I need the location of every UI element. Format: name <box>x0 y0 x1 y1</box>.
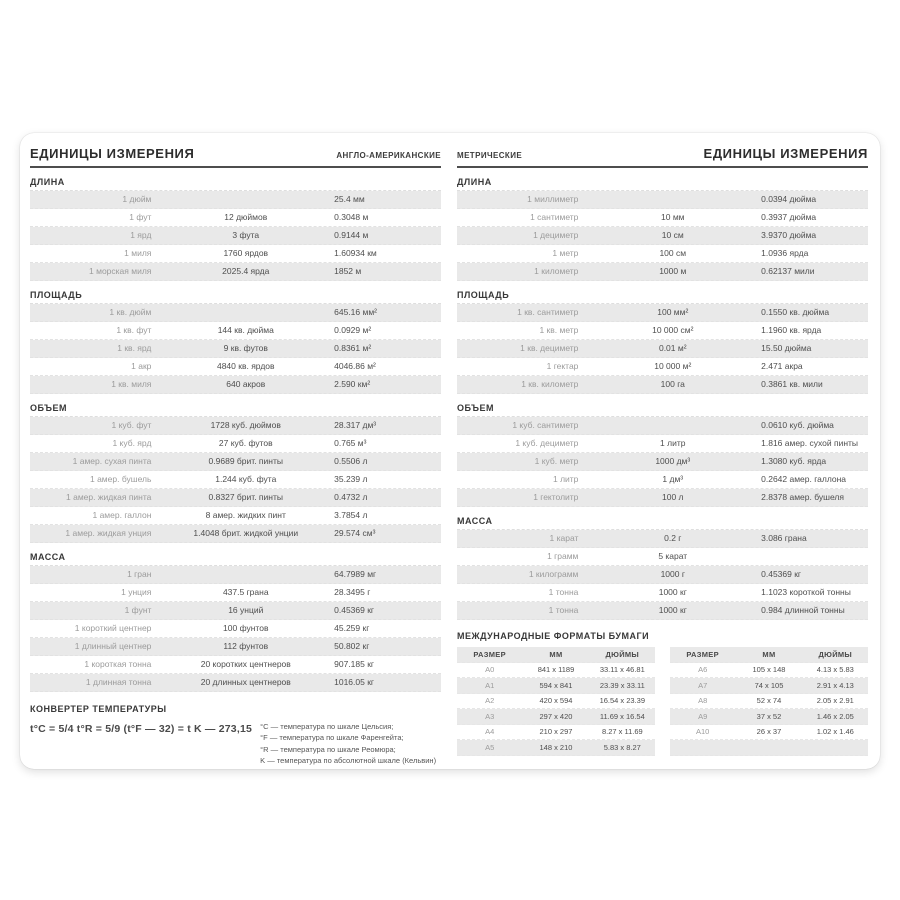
equivalent-cell: 20 длинных центнеров <box>200 678 291 687</box>
conversion-row <box>30 656 441 674</box>
converted-value-cell: 4046.86 м² <box>334 362 376 371</box>
converted-value-cell: 1.1960 кв. ярда <box>761 326 822 335</box>
right-sections-container <box>457 177 868 620</box>
equivalent-cell: 1000 м <box>659 267 687 276</box>
conversion-row <box>30 674 441 692</box>
equivalent-cell: 112 фунтов <box>223 642 269 651</box>
paper-format-row <box>457 725 655 741</box>
page-title: ЕДИНИЦЫ ИЗМЕРЕНИЯ <box>30 146 195 161</box>
conversion-table-length <box>30 190 441 281</box>
unit-cell: 1 гран <box>127 570 152 579</box>
converted-value-cell: 0.984 длинной тонны <box>761 606 845 615</box>
equivalent-cell: 100 см <box>659 249 687 258</box>
unit-cell: 1 ярд <box>130 231 152 240</box>
paper-header-cell: РАЗМЕР <box>473 649 506 659</box>
conversion-row <box>457 358 868 376</box>
conversion-row <box>457 263 868 281</box>
converted-value-cell: 29.574 см³ <box>334 529 376 538</box>
unit-cell: 1 морская миля <box>89 267 152 276</box>
units-system-label-metric: МЕТРИЧЕСКИЕ <box>457 151 523 160</box>
equivalent-cell: 1000 дм³ <box>655 457 691 466</box>
conversion-row <box>457 602 868 620</box>
section-length <box>457 177 868 281</box>
converted-value-cell: 0.3937 дюйма <box>761 213 817 222</box>
equivalent-cell: 0.9689 брит. пинты <box>208 457 283 466</box>
converted-value-cell: 0.1550 кв. дюйма <box>761 308 830 317</box>
equivalent-cell: 1 дм³ <box>662 475 684 484</box>
converted-value-cell: 0.9144 м <box>334 231 369 240</box>
converted-value-cell: 1.1023 короткой тонны <box>761 588 851 597</box>
conversion-table-area <box>30 303 441 394</box>
converted-value-cell: 1.816 амер. сухой пинты <box>761 439 859 448</box>
converted-value-cell: 35.239 л <box>334 475 368 484</box>
unit-cell: 1 куб. метр <box>534 457 579 466</box>
converted-value-cell: 0.3048 м <box>334 213 369 222</box>
paper-inches-cell: 11.69 x 16.54 <box>599 711 645 721</box>
paper-inches-cell: 1.02 x 1.46 <box>816 727 854 736</box>
paper-format-row <box>457 694 655 710</box>
paper-size-cell: A0 <box>485 665 495 674</box>
equivalent-cell: 2025.4 ярда <box>222 267 270 276</box>
unit-cell: 1 кв. дециметр <box>520 344 579 353</box>
conversion-row <box>30 417 441 435</box>
paper-header-cell: ДЮЙМЫ <box>605 649 640 659</box>
conversion-row <box>457 566 868 584</box>
equivalent-cell: 10 мм <box>661 213 685 222</box>
section-label-length: ДЛИНА <box>30 177 65 187</box>
equivalent-cell: 12 дюймов <box>224 213 268 222</box>
conversion-row <box>30 489 441 507</box>
equivalent-cell: 27 куб. футов <box>218 439 273 448</box>
section-label-area: ПЛОЩАДЬ <box>30 290 83 300</box>
paper-formats-tables <box>457 647 868 756</box>
paper-format-row <box>457 740 655 756</box>
converted-value-cell: 907.185 кг <box>334 660 375 669</box>
paper-size-cell: A2 <box>485 696 495 705</box>
unit-cell: 1 литр <box>552 475 579 484</box>
conversion-row <box>30 209 441 227</box>
section-length <box>30 177 441 281</box>
unit-cell: 1 дециметр <box>533 231 579 240</box>
conversion-row <box>30 620 441 638</box>
units-reference-page <box>20 133 880 769</box>
conversion-row <box>30 566 441 584</box>
conversion-table-volume <box>457 416 868 507</box>
paper-size-cell: A9 <box>698 711 708 721</box>
equivalent-cell: 8 амер. жидких пинт <box>205 511 286 520</box>
paper-mm-cell: 420 x 594 <box>539 696 573 705</box>
paper-format-row <box>457 678 655 694</box>
paper-inches-cell: 2.05 x 2.91 <box>816 696 854 705</box>
conversion-row <box>30 453 441 471</box>
unit-cell: 1 тонна <box>548 606 579 615</box>
conversion-row <box>30 245 441 263</box>
paper-format-row <box>457 663 655 679</box>
section-volume <box>457 403 868 507</box>
section-label-mass: МАССА <box>30 552 66 562</box>
equivalent-cell: 144 кв. дюйма <box>217 326 274 335</box>
conversion-row <box>457 584 868 602</box>
converted-value-cell: 15.50 дюйма <box>761 344 812 353</box>
section-label-volume: ОБЪЕМ <box>30 403 67 413</box>
equivalent-cell: 1.4048 брит. жидкой унции <box>193 529 299 538</box>
converted-value-cell: 28.317 дм³ <box>334 421 377 430</box>
conversion-row <box>30 525 441 543</box>
equivalent-cell: 4840 кв. ярдов <box>216 362 275 371</box>
section-area <box>457 290 868 394</box>
equivalent-cell: 10 000 см² <box>652 326 694 335</box>
converted-value-cell: 0.0929 м² <box>334 326 372 335</box>
paper-format-row <box>670 694 868 710</box>
unit-cell: 1 карат <box>549 534 579 543</box>
converted-value-cell: 2.471 акра <box>761 362 803 371</box>
temperature-scale-note: °F — температура по шкале Фаренгейта; <box>260 733 404 743</box>
paper-format-row <box>670 740 868 756</box>
unit-cell: 1 амер. жидкая унция <box>65 529 152 538</box>
paper-mm-cell: 26 x 37 <box>756 727 782 736</box>
paper-format-row <box>670 663 868 679</box>
paper-table-header-row <box>670 647 868 663</box>
paper-format-row <box>670 725 868 741</box>
temperature-converter-title: КОНВЕРТЕР ТЕМПЕРАТУРЫ <box>30 704 167 714</box>
unit-cell: 1 амер. галлон <box>92 511 152 520</box>
equivalent-cell: 1000 кг <box>658 588 687 597</box>
unit-cell: 1 короткая тонна <box>84 660 152 669</box>
conversion-row <box>457 191 868 209</box>
conversion-row <box>30 584 441 602</box>
paper-size-cell: A5 <box>485 742 495 752</box>
unit-cell: 1 акр <box>131 362 152 371</box>
right-column-header <box>457 146 868 168</box>
conversion-table-area <box>457 303 868 394</box>
paper-inches-cell: 23.39 x 33.11 <box>599 680 645 690</box>
converted-value-cell: 3.7854 л <box>334 511 368 520</box>
paper-header-cell: ММ <box>762 649 776 659</box>
converted-value-cell: 25.4 мм <box>334 195 365 204</box>
paper-inches-cell: 5.83 x 8.27 <box>603 742 641 752</box>
conversion-row <box>30 227 441 245</box>
conversion-row <box>30 191 441 209</box>
unit-cell: 1 кв. ярд <box>117 344 152 353</box>
converted-value-cell: 1852 м <box>334 267 362 276</box>
equivalent-cell: 1000 кг <box>658 606 687 615</box>
unit-cell: 1 кв. километр <box>521 380 579 389</box>
metric-units-panel <box>457 146 868 763</box>
section-mass <box>30 552 441 692</box>
temperature-scale-note: °R — температура по шкале Реомюра; <box>260 744 396 754</box>
conversion-row <box>457 227 868 245</box>
paper-header-cell: ДЮЙМЫ <box>818 649 853 659</box>
equivalent-cell: 1000 г <box>660 570 685 579</box>
unit-cell: 1 килограмм <box>528 570 579 579</box>
temperature-scale-note: °C — температура по шкале Цельсия; <box>260 722 394 731</box>
converted-value-cell: 3.086 грана <box>761 534 807 543</box>
temperature-converter-body <box>30 721 441 766</box>
temperature-converter <box>30 704 441 766</box>
temperature-formula: t°C = 5/4 t°R = 5/9 (t°F — 32) = t K — 273,15 <box>30 723 253 735</box>
anglo-american-units-panel <box>30 146 441 763</box>
unit-cell: 1 куб. сантиметр <box>512 421 579 430</box>
unit-cell: 1 гектар <box>546 362 579 371</box>
paper-mm-cell: 148 x 210 <box>539 742 573 752</box>
paper-header-cell: РАЗМЕР <box>686 649 719 659</box>
converted-value-cell: 1.0936 ярда <box>761 249 809 258</box>
equivalent-cell: 1.244 куб. фута <box>215 475 277 484</box>
conversion-row <box>30 322 441 340</box>
section-volume <box>30 403 441 543</box>
unit-cell: 1 куб. ярд <box>112 439 152 448</box>
paper-inches-cell: 8.27 x 11.69 <box>601 727 643 736</box>
left-column-header <box>30 146 441 168</box>
temperature-scale-note: K — температура по абсолютной шкале (Кельвин) <box>260 755 437 765</box>
equivalent-cell: 437.5 грана <box>222 588 269 597</box>
unit-cell: 1 метр <box>552 249 579 258</box>
conversion-row <box>30 263 441 281</box>
equivalent-cell: 640 акров <box>226 380 266 389</box>
unit-cell: 1 миля <box>124 249 152 258</box>
conversion-row <box>457 435 868 453</box>
paper-mm-cell: 210 x 297 <box>539 727 573 736</box>
paper-mm-cell: 52 x 74 <box>756 696 782 705</box>
paper-size-cell: A7 <box>698 680 708 690</box>
conversion-row <box>30 304 441 322</box>
equivalent-cell: 1728 куб. дюймов <box>210 421 281 430</box>
paper-size-cell: A6 <box>698 665 708 674</box>
equivalent-cell: 16 унций <box>228 606 264 615</box>
converted-value-cell: 64.7989 мг <box>334 570 377 579</box>
equivalent-cell: 3 фута <box>232 231 260 240</box>
conversion-row <box>30 358 441 376</box>
paper-format-row <box>670 709 868 725</box>
equivalent-cell: 1760 ярдов <box>223 249 269 258</box>
unit-cell: 1 унция <box>121 588 152 597</box>
conversion-row <box>457 322 868 340</box>
paper-formats-title: МЕЖДУНАРОДНЫЕ ФОРМАТЫ БУМАГИ <box>457 631 650 641</box>
paper-size-cell: A3 <box>485 711 495 721</box>
paper-inches-cell: 2.91 x 4.13 <box>816 680 854 690</box>
converted-value-cell: 1016.05 кг <box>334 678 375 687</box>
units-system-label-anglo: АНГЛО-АМЕРИКАНСКИЕ <box>336 151 441 160</box>
converted-value-cell: 0.765 м³ <box>334 439 367 448</box>
left-sections-container <box>30 177 441 692</box>
conversion-row <box>457 530 868 548</box>
converted-value-cell: 0.5506 л <box>334 457 368 466</box>
equivalent-cell: 1 литр <box>660 439 686 448</box>
unit-cell: 1 амер. сухая пинта <box>72 457 152 466</box>
equivalent-cell: 0.2 г <box>664 534 682 543</box>
conversion-row <box>30 602 441 620</box>
conversion-row <box>457 245 868 263</box>
conversion-row <box>457 209 868 227</box>
converted-value-cell: 2.590 км² <box>334 380 371 389</box>
paper-formats <box>457 631 868 756</box>
conversion-row <box>457 489 868 507</box>
paper-table-header-row <box>457 647 655 663</box>
section-label-mass: МАССА <box>457 516 493 526</box>
paper-format-row <box>670 678 868 694</box>
unit-cell: 1 миллиметр <box>527 195 579 204</box>
converted-value-cell: 0.45369 кг <box>334 606 375 615</box>
conversion-row <box>30 471 441 489</box>
conversion-row <box>30 435 441 453</box>
conversion-row <box>457 340 868 358</box>
unit-cell: 1 амер. жидкая пинта <box>66 493 152 502</box>
paper-mm-cell: 74 x 105 <box>754 680 784 690</box>
paper-mm-cell: 37 x 52 <box>756 711 782 721</box>
unit-cell: 1 кв. миля <box>111 380 152 389</box>
unit-cell: 1 километр <box>534 267 579 276</box>
unit-cell: 1 кв. дюйм <box>109 308 152 317</box>
paper-mm-cell: 297 x 420 <box>539 711 573 721</box>
unit-cell: 1 фут <box>129 213 152 222</box>
section-label-length: ДЛИНА <box>457 177 492 187</box>
converted-value-cell: 0.4732 л <box>334 493 368 502</box>
paper-inches-cell: 4.13 x 5.83 <box>816 665 854 674</box>
conversion-table-length <box>457 190 868 281</box>
paper-mm-cell: 841 x 1189 <box>537 665 575 674</box>
conversion-row <box>457 453 868 471</box>
converted-value-cell: 45.259 кг <box>334 624 370 633</box>
paper-formats-table-a6-a10 <box>670 647 868 756</box>
paper-header-cell: ММ <box>549 649 563 659</box>
conversion-row <box>457 376 868 394</box>
equivalent-cell: 100 мм² <box>657 308 689 317</box>
converted-value-cell: 50.802 кг <box>334 642 370 651</box>
paper-mm-cell: 594 x 841 <box>539 680 573 690</box>
paper-inches-cell: 33.11 x 46.81 <box>599 665 645 674</box>
conversion-table-mass <box>457 529 868 620</box>
unit-cell: 1 грамм <box>547 552 579 561</box>
unit-cell: 1 короткий центнер <box>74 624 152 633</box>
conversion-table-volume <box>30 416 441 543</box>
converted-value-cell: 0.3861 кв. мили <box>761 380 823 389</box>
unit-cell: 1 амер. бушель <box>89 475 152 484</box>
converted-value-cell: 0.0394 дюйма <box>761 195 817 204</box>
unit-cell: 1 кв. метр <box>539 326 579 335</box>
converted-value-cell: 3.9370 дюйма <box>761 231 817 240</box>
section-label-volume: ОБЪЕМ <box>457 403 494 413</box>
conversion-row <box>457 471 868 489</box>
equivalent-cell: 100 фунтов <box>223 624 269 633</box>
unit-cell: 1 кв. сантиметр <box>517 308 579 317</box>
paper-size-cell: A1 <box>485 680 495 690</box>
conversion-row <box>30 376 441 394</box>
converted-value-cell: 2.8378 амер. бушеля <box>761 493 844 502</box>
unit-cell: 1 фунт <box>124 606 152 615</box>
unit-cell: 1 сантиметр <box>530 213 579 222</box>
equivalent-cell: 10 000 м² <box>654 362 692 371</box>
unit-cell: 1 кв. фут <box>116 326 152 335</box>
conversion-row <box>457 548 868 566</box>
converted-value-cell: 645.16 мм² <box>334 308 378 317</box>
paper-inches-cell: 1.46 x 2.05 <box>816 711 854 721</box>
equivalent-cell: 0.01 м² <box>658 344 687 353</box>
unit-cell: 1 длинный центнер <box>74 642 152 651</box>
equivalent-cell: 10 см <box>661 231 684 240</box>
equivalent-cell: 9 кв. футов <box>223 344 268 353</box>
temperature-scale-notes <box>260 721 436 766</box>
paper-size-cell: A8 <box>698 696 708 705</box>
equivalent-cell: 100 л <box>662 493 684 502</box>
paper-inches-cell: 16.54 x 23.39 <box>599 696 646 705</box>
conversion-row <box>30 340 441 358</box>
unit-cell: 1 тонна <box>548 588 579 597</box>
equivalent-cell: 100 га <box>660 380 685 389</box>
conversion-table-mass <box>30 565 441 692</box>
converted-value-cell: 0.8361 м² <box>334 344 372 353</box>
paper-formats-table-a0-a5 <box>457 647 655 756</box>
unit-cell: 1 длинная тонна <box>85 678 152 687</box>
converted-value-cell: 0.62137 мили <box>761 267 815 276</box>
conversion-row <box>457 304 868 322</box>
equivalent-cell: 20 коротких центнеров <box>200 660 291 669</box>
section-mass <box>457 516 868 620</box>
converted-value-cell: 1.3080 куб. ярда <box>761 457 827 466</box>
paper-mm-cell: 105 x 148 <box>752 665 786 674</box>
unit-cell: 1 куб. фут <box>111 421 152 430</box>
unit-cell: 1 куб. дециметр <box>515 439 579 448</box>
paper-format-row <box>457 709 655 725</box>
paper-size-cell: A4 <box>485 727 495 736</box>
equivalent-cell: 0.8327 брит. пинты <box>208 493 283 502</box>
equivalent-cell: 5 карат <box>658 552 688 561</box>
converted-value-cell: 0.45369 кг <box>761 570 802 579</box>
unit-cell: 1 гектолитр <box>533 493 579 502</box>
conversion-row <box>30 507 441 525</box>
converted-value-cell: 1.60934 км <box>334 249 377 258</box>
converted-value-cell: 28.3495 г <box>334 588 371 597</box>
paper-size-cell: A10 <box>695 727 710 736</box>
section-area <box>30 290 441 394</box>
converted-value-cell: 0.0610 куб. дюйма <box>761 421 834 430</box>
converted-value-cell: 0.2642 амер. галлона <box>761 475 847 484</box>
unit-cell: 1 дюйм <box>122 195 152 204</box>
section-label-area: ПЛОЩАДЬ <box>457 290 510 300</box>
conversion-row <box>457 417 868 435</box>
conversion-row <box>30 638 441 656</box>
page-title-right: ЕДИНИЦЫ ИЗМЕРЕНИЯ <box>703 146 868 161</box>
